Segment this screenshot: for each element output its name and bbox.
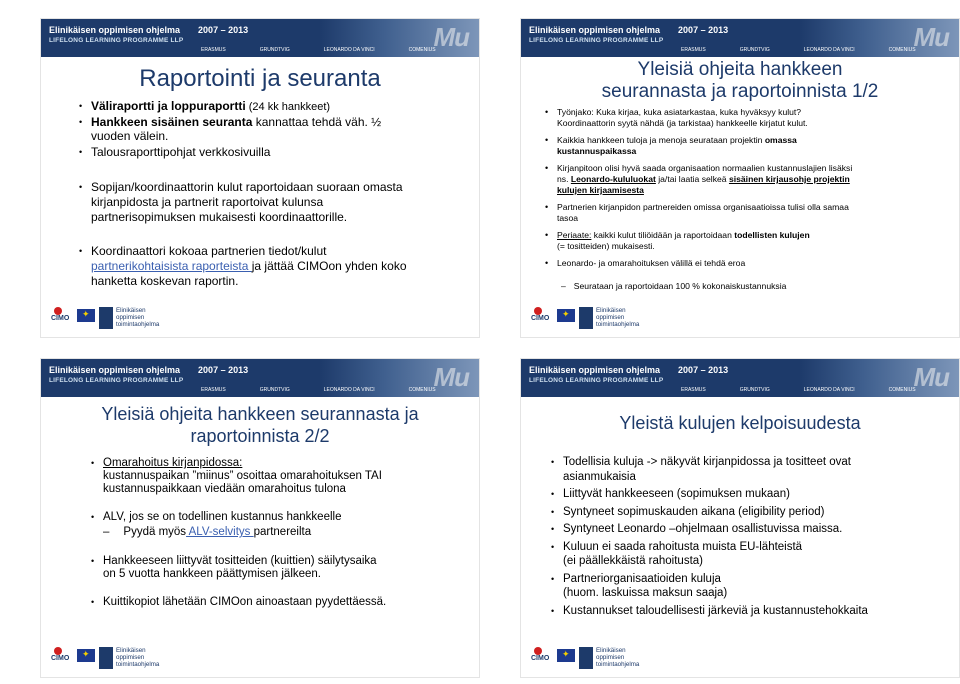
banner-watermark: Mu — [433, 362, 469, 392]
banner-subtitle: LIFELONG LEARNING PROGRAMME LLP — [529, 377, 664, 384]
slide-3 — [40, 358, 480, 678]
bullet-icon: • — [79, 101, 83, 111]
program-logo-text: Elinikäisen oppimisen toimintaohjelma — [116, 307, 160, 328]
list-item: • ALV, jos se on todellinen kustannus hankkeelle — [91, 511, 342, 523]
bullet-icon: • — [551, 506, 555, 517]
bullet-icon: • — [79, 246, 83, 256]
prog-leonardo: LEONARDO DA VINCI — [323, 47, 375, 53]
bullet-list — [79, 145, 471, 160]
banner-programmes: ERASMUS GRUNDTVIG LEONARDO DA VINCI COMENIUS — [681, 387, 916, 393]
bullet-list — [91, 555, 473, 609]
program-logo-icon — [99, 647, 113, 669]
list-item: • Koordinaattori kokoaa partnerien tiedot/kulut partnerikohtaisista raporteista ja jättää CIMOon yhden koko hanketta koskevan raportin. — [79, 244, 407, 288]
banner-subtitle: LIFELONG LEARNING PROGRAMME LLP — [529, 37, 664, 44]
bullet-icon: • — [551, 457, 555, 467]
list-item: • Syntyneet Leonardo –ohjelmaan osallistuvissa maissa. — [551, 523, 843, 535]
prog-erasmus: ERASMUS — [201, 47, 226, 53]
bullet-icon: • — [79, 182, 83, 192]
slide-title: Yleisiä ohjeita hankkeen seurannasta ja raportoinnista 1/2 — [601, 59, 879, 102]
bullet-list — [79, 244, 471, 289]
eu-flag-icon — [77, 649, 95, 662]
banner-title: Elinikäisen oppimisen ohjelma 2007 – 2013 — [529, 25, 729, 35]
bullet-icon: • — [551, 541, 555, 552]
continuation-text: vuoden välein. — [91, 129, 169, 143]
bullet-list — [79, 99, 471, 130]
cimo-logo: CIMO — [51, 655, 70, 662]
list-item: • Sopijan/koordinaattorin kulut raportoidaan suoraan omasta kirjanpidosta ja partnerit raportoivat kulunsa partnerisopimuksen mukaisesti koordinaattorille. — [79, 180, 403, 224]
banner-watermark: Mu — [913, 22, 949, 52]
report-link[interactable]: partnerikohtaisista raporteista — [91, 259, 252, 273]
banner-title: Elinikäisen oppimisen ohjelma 2007 – 2013 — [529, 365, 729, 375]
banner-title: Elinikäisen oppimisen ohjelma 2007 – 2013 — [49, 365, 249, 375]
program-logo-text: Elinikäisen oppimisen toimintaohjelma — [596, 647, 640, 668]
banner-years: 2007 – 2013 — [198, 25, 249, 35]
bullet-icon: • — [551, 573, 555, 584]
program-logo-icon — [579, 647, 593, 669]
slide-banner — [41, 19, 479, 57]
bullet-icon: • — [79, 147, 83, 157]
bullet-list — [545, 107, 953, 269]
cimo-logo: CIMO — [51, 315, 70, 322]
prog-comenius: COMENIUS — [408, 47, 436, 53]
program-logo-icon — [99, 307, 113, 329]
bullet-list — [551, 455, 953, 618]
banner-programmes: ERASMUS GRUNDTVIG LEONARDO DA VINCI COMENIUS — [201, 387, 436, 393]
eu-flag-icon — [557, 649, 575, 662]
slide-banner — [521, 19, 959, 57]
list-item: • Talousraporttipohjat verkkosivuilla — [79, 145, 271, 159]
slide-banner — [41, 359, 479, 397]
banner-title — [49, 25, 248, 35]
bullet-icon: • — [551, 605, 555, 616]
list-item: • Periaate: kaikki kulut tiliöidään ja raportoidaan todellisten kulujen (= tositteiden) mukaisesti. — [545, 230, 810, 251]
footer-logos — [51, 647, 221, 673]
cimo-logo-icon — [534, 647, 542, 655]
list-item: • Todellisia kuluja -> näkyvät kirjanpidossa ja tositteet ovat asianmukaisia — [551, 456, 851, 483]
list-item: • Hankkeen sisäinen seuranta kannattaa tehdä väh. ½ — [79, 115, 382, 129]
bullet-icon: • — [91, 458, 95, 468]
banner-subtitle: LIFELONG LEARNING PROGRAMME LLP — [49, 37, 184, 44]
bullet-icon: • — [91, 512, 95, 522]
list-item: • Partneriorganisaatioiden kuluja (huom. laskuissa maksun saaja) — [551, 572, 728, 599]
bullet-icon: • — [545, 163, 549, 173]
list-item: • Kustannukset taloudellisesti järkeviä ja kustannustehokkaita — [551, 604, 868, 617]
banner-program-name: Elinikäisen oppimisen ohjelma — [49, 25, 181, 35]
bullet-icon: • — [79, 117, 83, 127]
slide-title: Raportointi ja seuranta — [139, 65, 381, 92]
sub-item: – Seurataan ja raportoidaan 100 % kokonaiskustannuksia — [561, 281, 787, 291]
banner-programmes — [201, 47, 470, 53]
bullet-icon: • — [545, 202, 549, 212]
list-item: • Kaikkia hankkeen tuloja ja menoja seurataan projektin omassa kustannuspaikassa — [545, 135, 797, 156]
slide-title: Yleistä kulujen kelpoisuudesta — [619, 413, 861, 433]
bullet-list — [91, 457, 473, 524]
slide-banner — [521, 359, 959, 397]
slide-title: Yleisiä ohjeita hankkeen seurannasta ja raportoinnista 2/2 — [101, 404, 419, 446]
banner-subtitle: LIFELONG LEARNING PROGRAMME LLP — [49, 377, 184, 384]
banner-watermark: Mu — [433, 22, 469, 52]
bullet-icon: • — [545, 107, 549, 117]
prog-grundtvig: GRUNDTVIG — [259, 47, 290, 53]
bullet-icon: • — [551, 489, 555, 499]
slide-1 — [40, 18, 480, 338]
footer-logos — [531, 307, 701, 333]
slide-4 — [520, 358, 960, 678]
slide-2 — [520, 18, 960, 338]
program-logo-icon — [579, 307, 593, 329]
list-item: • Omarahoitus kirjanpidossa: kustannuspaikan ”miinus” osoittaa omarahoituksen TAI kustannuspaikkaan viedään omarahoitus tulona — [91, 457, 382, 495]
list-item: • Leonardo- ja omarahoituksen välillä ei tehdä eroa — [545, 258, 746, 268]
list-item: • Työnjako: Kuka kirjaa, kuka asiatarkastaa, kuka hyväksyy kulut? Koordinaattorin syytä nähdä (ja tarkistaa) hankkeelle kirjatut kulut. — [545, 107, 808, 128]
cimo-logo-icon — [534, 307, 542, 315]
alv-link[interactable]: ALV-selvitys — [186, 526, 254, 538]
eu-flag-icon — [557, 309, 575, 322]
banner-watermark: Mu — [913, 362, 949, 392]
bullet-icon: • — [551, 524, 555, 534]
bullet-icon: • — [91, 556, 95, 566]
cimo-logo-icon — [54, 307, 62, 315]
program-logo-text: Elinikäisen oppimisen toimintaohjelma — [596, 307, 640, 328]
list-item: • Väliraportti ja loppuraportti (24 kk hankkeet) — [79, 99, 331, 113]
list-item: • Hankkeeseen liittyvät tositteiden (kuittien) säilytysaika on 5 vuotta hankkeen päättymisen jälkeen. — [91, 555, 377, 580]
list-item: • Kuittikopiot lähetään CIMOon ainoastaan pyydettäessä. — [91, 596, 387, 608]
program-logo-text: Elinikäisen oppimisen toimintaohjelma — [116, 647, 160, 668]
footer-logos — [531, 647, 701, 673]
cimo-logo: CIMO — [531, 315, 550, 322]
list-item: • Kirjanpitoon olisi hyvä saada organisaation normaalien kustannuslajien lisäksi ns. Leonardo-kululuokat ja/tai laatia selkeä sisäinen kirjausohje projektin kulujen kirjaamisesta — [545, 163, 853, 195]
bullet-list — [79, 180, 471, 225]
sub-item: – Pyydä myös ALV-selvitys partnereilta — [103, 526, 312, 538]
footer-logos — [51, 307, 221, 333]
bullet-icon: • — [545, 230, 549, 240]
bullet-icon: • — [545, 135, 549, 145]
list-item: • Kuluun ei saada rahoitusta muista EU-lähteistä (ei päällekkäistä rahoitusta) — [551, 540, 803, 567]
list-item: • Partnerien kirjanpidon partnereiden omissa organisaatioissa tulisi olla samaa tasoa — [545, 202, 849, 223]
cimo-logo: CIMO — [531, 655, 550, 662]
bullet-icon: • — [545, 258, 549, 268]
eu-flag-icon — [77, 309, 95, 322]
bullet-icon: • — [91, 597, 95, 607]
cimo-logo-icon — [54, 647, 62, 655]
list-item: • Liittyvät hankkeeseen (sopimuksen mukaan) — [551, 488, 790, 500]
list-item: • Syntyneet sopimuskauden aikana (eligibility period) — [551, 505, 825, 518]
banner-programmes: ERASMUS GRUNDTVIG LEONARDO DA VINCI COMENIUS — [681, 47, 916, 53]
